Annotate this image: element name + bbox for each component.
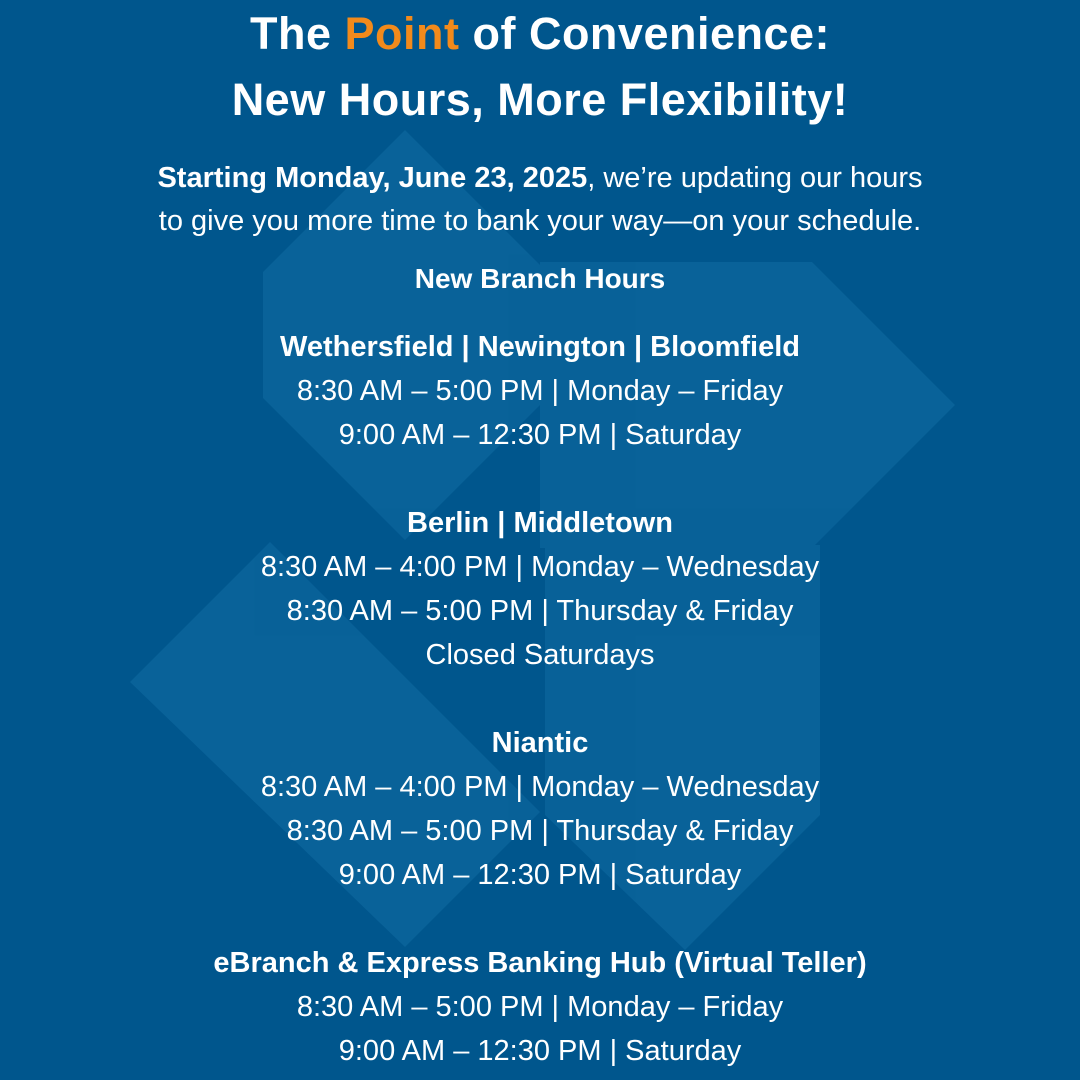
branch-group-berlin bbox=[0, 501, 1080, 677]
branch-group-wethersfield bbox=[0, 325, 1080, 457]
headline-accent-word: Point bbox=[344, 8, 460, 59]
intro-line-1 bbox=[0, 156, 1080, 200]
branch-group-niantic bbox=[0, 721, 1080, 897]
intro-start-date: Starting Monday, June 23, 2025 bbox=[157, 162, 588, 194]
branch-name: eBranch & Express Banking Hub (Virtual Teller) bbox=[213, 947, 867, 979]
headline-line-1 bbox=[0, 6, 1080, 62]
hours-line: 8:30 AM – 5:00 PM | Monday – Friday bbox=[296, 375, 784, 407]
headline-text-after: of Convenience: bbox=[459, 8, 831, 59]
hours-line: 8:30 AM – 4:00 PM | Monday – Wednesday bbox=[260, 551, 820, 583]
branch-name: Berlin | Middletown bbox=[407, 507, 673, 539]
headline-line-2: New Hours, More Flexibility! bbox=[231, 74, 849, 125]
hours-line: 9:00 AM – 12:30 PM | Saturday bbox=[338, 859, 742, 891]
branch-name: Wethersfield | Newington | Bloomfield bbox=[280, 331, 800, 363]
hours-line: 8:30 AM – 4:00 PM | Monday – Wednesday bbox=[260, 771, 820, 803]
hours-line: 9:00 AM – 12:30 PM | Saturday bbox=[338, 1035, 742, 1067]
hours-line: Closed Saturdays bbox=[425, 639, 655, 671]
hours-line: 9:00 AM – 12:30 PM | Saturday bbox=[338, 419, 742, 451]
hours-line: 8:30 AM – 5:00 PM | Thursday & Friday bbox=[286, 595, 794, 627]
intro-line-1-rest: , we’re updating our hours bbox=[587, 162, 923, 194]
branch-name: Niantic bbox=[491, 727, 589, 759]
hours-line: 8:30 AM – 5:00 PM | Thursday & Friday bbox=[286, 815, 794, 847]
section-title: New Branch Hours bbox=[414, 263, 666, 294]
headline-text-before: The bbox=[249, 8, 345, 59]
intro-line-2: to give you more time to bank your way—on your schedule. bbox=[158, 205, 922, 237]
branch-group-ebranch bbox=[0, 941, 1080, 1073]
hours-line: 8:30 AM – 5:00 PM | Monday – Friday bbox=[296, 991, 784, 1023]
